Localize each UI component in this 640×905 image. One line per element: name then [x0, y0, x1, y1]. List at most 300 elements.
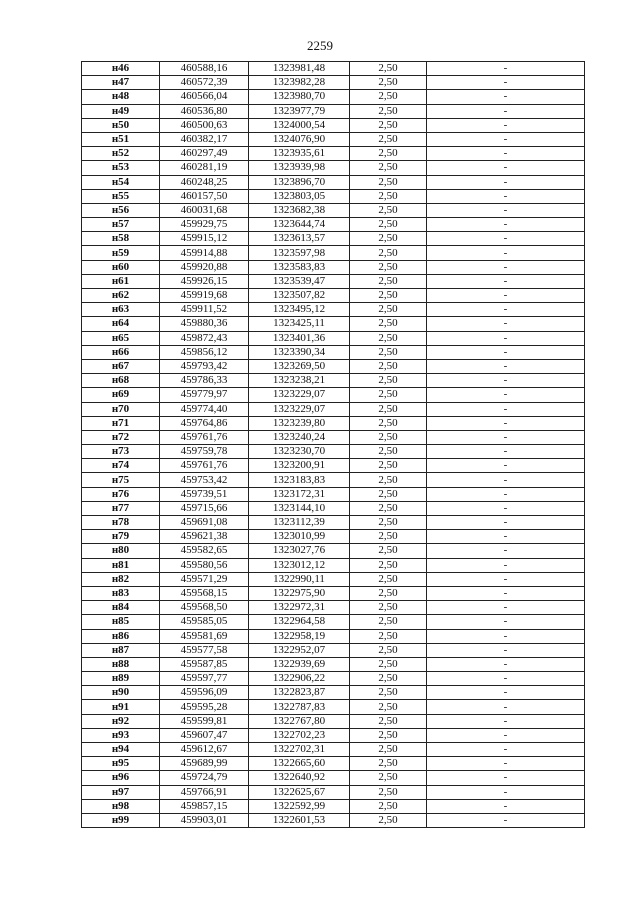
- accuracy-cell: 2,50: [350, 445, 427, 459]
- description-cell: -: [427, 771, 585, 785]
- description-cell: -: [427, 132, 585, 146]
- description-cell: -: [427, 317, 585, 331]
- point-name-cell: н94: [82, 743, 160, 757]
- y-coordinate-cell: 1322767,80: [249, 714, 350, 728]
- x-coordinate-cell: 459587,85: [160, 657, 249, 671]
- x-coordinate-cell: 459793,42: [160, 359, 249, 373]
- x-coordinate-cell: 459856,12: [160, 345, 249, 359]
- table-row: [82, 657, 585, 671]
- y-coordinate-cell: 1323539,47: [249, 274, 350, 288]
- x-coordinate-cell: 459759,78: [160, 445, 249, 459]
- point-name-cell: н57: [82, 218, 160, 232]
- description-cell: -: [427, 402, 585, 416]
- y-coordinate-cell: 1323425,11: [249, 317, 350, 331]
- point-name-cell: н71: [82, 416, 160, 430]
- table-row: [82, 799, 585, 813]
- description-cell: -: [427, 799, 585, 813]
- description-cell: -: [427, 572, 585, 586]
- y-coordinate-cell: 1323240,24: [249, 430, 350, 444]
- x-coordinate-cell: 459581,69: [160, 629, 249, 643]
- accuracy-cell: 2,50: [350, 501, 427, 515]
- table-row: [82, 544, 585, 558]
- point-name-cell: н50: [82, 118, 160, 132]
- y-coordinate-cell: 1323980,70: [249, 90, 350, 104]
- description-cell: -: [427, 175, 585, 189]
- x-coordinate-cell: 460588,16: [160, 62, 249, 76]
- table-row: [82, 203, 585, 217]
- accuracy-cell: 2,50: [350, 374, 427, 388]
- y-coordinate-cell: 1323238,21: [249, 374, 350, 388]
- x-coordinate-cell: 459571,29: [160, 572, 249, 586]
- description-cell: -: [427, 700, 585, 714]
- description-cell: -: [427, 657, 585, 671]
- y-coordinate-cell: 1323012,12: [249, 558, 350, 572]
- y-coordinate-cell: 1323597,98: [249, 246, 350, 260]
- page-number: 2259: [307, 38, 333, 53]
- point-name-cell: н89: [82, 672, 160, 686]
- accuracy-cell: 2,50: [350, 274, 427, 288]
- table-row: [82, 345, 585, 359]
- accuracy-cell: 2,50: [350, 629, 427, 643]
- x-coordinate-cell: 459689,99: [160, 757, 249, 771]
- description-cell: -: [427, 445, 585, 459]
- accuracy-cell: 2,50: [350, 232, 427, 246]
- table-row: [82, 558, 585, 572]
- x-coordinate-cell: 459595,28: [160, 700, 249, 714]
- x-coordinate-cell: 460572,39: [160, 76, 249, 90]
- table-row: [82, 232, 585, 246]
- y-coordinate-cell: 1323583,83: [249, 260, 350, 274]
- x-coordinate-cell: 459915,12: [160, 232, 249, 246]
- y-coordinate-cell: 1322640,92: [249, 771, 350, 785]
- point-name-cell: н56: [82, 203, 160, 217]
- coordinates-table-body: [82, 62, 585, 828]
- y-coordinate-cell: 1323507,82: [249, 289, 350, 303]
- accuracy-cell: 2,50: [350, 459, 427, 473]
- description-cell: -: [427, 501, 585, 515]
- description-cell: -: [427, 615, 585, 629]
- point-name-cell: н78: [82, 516, 160, 530]
- accuracy-cell: 2,50: [350, 303, 427, 317]
- x-coordinate-cell: 460382,17: [160, 132, 249, 146]
- y-coordinate-cell: 1322625,67: [249, 785, 350, 799]
- table-row: [82, 586, 585, 600]
- accuracy-cell: 2,50: [350, 203, 427, 217]
- point-name-cell: н83: [82, 586, 160, 600]
- x-coordinate-cell: 459911,52: [160, 303, 249, 317]
- accuracy-cell: 2,50: [350, 76, 427, 90]
- description-cell: -: [427, 218, 585, 232]
- accuracy-cell: 2,50: [350, 714, 427, 728]
- description-cell: -: [427, 359, 585, 373]
- description-cell: -: [427, 686, 585, 700]
- point-name-cell: н90: [82, 686, 160, 700]
- point-name-cell: н47: [82, 76, 160, 90]
- table-row: [82, 728, 585, 742]
- y-coordinate-cell: 1323027,76: [249, 544, 350, 558]
- point-name-cell: н85: [82, 615, 160, 629]
- accuracy-cell: 2,50: [350, 402, 427, 416]
- point-name-cell: н87: [82, 643, 160, 657]
- accuracy-cell: 2,50: [350, 558, 427, 572]
- x-coordinate-cell: 459903,01: [160, 813, 249, 827]
- accuracy-cell: 2,50: [350, 260, 427, 274]
- y-coordinate-cell: 1323269,50: [249, 359, 350, 373]
- x-coordinate-cell: 459597,77: [160, 672, 249, 686]
- x-coordinate-cell: 459715,66: [160, 501, 249, 515]
- description-cell: -: [427, 345, 585, 359]
- accuracy-cell: 2,50: [350, 161, 427, 175]
- x-coordinate-cell: 459596,09: [160, 686, 249, 700]
- y-coordinate-cell: 1322702,31: [249, 743, 350, 757]
- x-coordinate-cell: 459582,65: [160, 544, 249, 558]
- accuracy-cell: 2,50: [350, 799, 427, 813]
- table-row: [82, 132, 585, 146]
- table-row: [82, 62, 585, 76]
- table-row: [82, 161, 585, 175]
- accuracy-cell: 2,50: [350, 175, 427, 189]
- description-cell: -: [427, 203, 585, 217]
- accuracy-cell: 2,50: [350, 657, 427, 671]
- y-coordinate-cell: 1323939,98: [249, 161, 350, 175]
- x-coordinate-cell: 459914,88: [160, 246, 249, 260]
- description-cell: -: [427, 530, 585, 544]
- y-coordinate-cell: 1322990,11: [249, 572, 350, 586]
- table-row: [82, 374, 585, 388]
- point-name-cell: н77: [82, 501, 160, 515]
- y-coordinate-cell: 1322958,19: [249, 629, 350, 643]
- point-name-cell: н91: [82, 700, 160, 714]
- table-row: [82, 700, 585, 714]
- y-coordinate-cell: 1323682,38: [249, 203, 350, 217]
- description-cell: -: [427, 629, 585, 643]
- description-cell: -: [427, 374, 585, 388]
- accuracy-cell: 2,50: [350, 246, 427, 260]
- table-row: [82, 317, 585, 331]
- y-coordinate-cell: 1323644,74: [249, 218, 350, 232]
- table-row: [82, 388, 585, 402]
- point-name-cell: н74: [82, 459, 160, 473]
- table-row: [82, 104, 585, 118]
- y-coordinate-cell: 1322939,69: [249, 657, 350, 671]
- description-cell: -: [427, 601, 585, 615]
- x-coordinate-cell: 459857,15: [160, 799, 249, 813]
- y-coordinate-cell: 1323010,99: [249, 530, 350, 544]
- x-coordinate-cell: 459761,76: [160, 430, 249, 444]
- accuracy-cell: 2,50: [350, 586, 427, 600]
- y-coordinate-cell: 1323935,61: [249, 147, 350, 161]
- table-row: [82, 76, 585, 90]
- point-name-cell: н59: [82, 246, 160, 260]
- y-coordinate-cell: 1322592,99: [249, 799, 350, 813]
- table-row: [82, 530, 585, 544]
- table-row: [82, 487, 585, 501]
- point-name-cell: н96: [82, 771, 160, 785]
- table-row: [82, 246, 585, 260]
- point-name-cell: н93: [82, 728, 160, 742]
- description-cell: -: [427, 147, 585, 161]
- point-name-cell: н88: [82, 657, 160, 671]
- accuracy-cell: 2,50: [350, 345, 427, 359]
- point-name-cell: н79: [82, 530, 160, 544]
- description-cell: -: [427, 118, 585, 132]
- point-name-cell: н80: [82, 544, 160, 558]
- y-coordinate-cell: 1323495,12: [249, 303, 350, 317]
- accuracy-cell: 2,50: [350, 388, 427, 402]
- accuracy-cell: 2,50: [350, 785, 427, 799]
- description-cell: -: [427, 388, 585, 402]
- x-coordinate-cell: 459607,47: [160, 728, 249, 742]
- accuracy-cell: 2,50: [350, 771, 427, 785]
- point-name-cell: н67: [82, 359, 160, 373]
- description-cell: -: [427, 274, 585, 288]
- table-row: [82, 686, 585, 700]
- accuracy-cell: 2,50: [350, 62, 427, 76]
- point-name-cell: н60: [82, 260, 160, 274]
- table-row: [82, 629, 585, 643]
- description-cell: -: [427, 430, 585, 444]
- accuracy-cell: 2,50: [350, 416, 427, 430]
- x-coordinate-cell: 459599,81: [160, 714, 249, 728]
- description-cell: -: [427, 728, 585, 742]
- point-name-cell: н97: [82, 785, 160, 799]
- x-coordinate-cell: 459920,88: [160, 260, 249, 274]
- description-cell: -: [427, 558, 585, 572]
- accuracy-cell: 2,50: [350, 743, 427, 757]
- table-row: [82, 416, 585, 430]
- table-row: [82, 785, 585, 799]
- x-coordinate-cell: 459872,43: [160, 331, 249, 345]
- y-coordinate-cell: 1322665,60: [249, 757, 350, 771]
- description-cell: -: [427, 544, 585, 558]
- point-name-cell: н99: [82, 813, 160, 827]
- table-row: [82, 672, 585, 686]
- y-coordinate-cell: 1322702,23: [249, 728, 350, 742]
- accuracy-cell: 2,50: [350, 601, 427, 615]
- point-name-cell: н58: [82, 232, 160, 246]
- y-coordinate-cell: 1323401,36: [249, 331, 350, 345]
- y-coordinate-cell: 1323982,28: [249, 76, 350, 90]
- table-row: [82, 601, 585, 615]
- description-cell: -: [427, 714, 585, 728]
- y-coordinate-cell: 1322972,31: [249, 601, 350, 615]
- point-name-cell: н66: [82, 345, 160, 359]
- x-coordinate-cell: 459753,42: [160, 473, 249, 487]
- point-name-cell: н62: [82, 289, 160, 303]
- point-name-cell: н86: [82, 629, 160, 643]
- accuracy-cell: 2,50: [350, 757, 427, 771]
- point-name-cell: н49: [82, 104, 160, 118]
- description-cell: -: [427, 76, 585, 90]
- point-name-cell: н51: [82, 132, 160, 146]
- description-cell: -: [427, 90, 585, 104]
- y-coordinate-cell: 1323229,07: [249, 388, 350, 402]
- x-coordinate-cell: 459779,97: [160, 388, 249, 402]
- description-cell: -: [427, 672, 585, 686]
- x-coordinate-cell: 459580,56: [160, 558, 249, 572]
- y-coordinate-cell: 1323239,80: [249, 416, 350, 430]
- x-coordinate-cell: 459585,05: [160, 615, 249, 629]
- x-coordinate-cell: 460500,63: [160, 118, 249, 132]
- description-cell: -: [427, 516, 585, 530]
- point-name-cell: н72: [82, 430, 160, 444]
- table-row: [82, 175, 585, 189]
- x-coordinate-cell: 459724,79: [160, 771, 249, 785]
- y-coordinate-cell: 1322952,07: [249, 643, 350, 657]
- y-coordinate-cell: 1322601,53: [249, 813, 350, 827]
- y-coordinate-cell: 1324076,90: [249, 132, 350, 146]
- accuracy-cell: 2,50: [350, 487, 427, 501]
- description-cell: -: [427, 232, 585, 246]
- accuracy-cell: 2,50: [350, 643, 427, 657]
- table-row: [82, 289, 585, 303]
- y-coordinate-cell: 1322906,22: [249, 672, 350, 686]
- point-name-cell: н55: [82, 189, 160, 203]
- accuracy-cell: 2,50: [350, 104, 427, 118]
- point-name-cell: н95: [82, 757, 160, 771]
- accuracy-cell: 2,50: [350, 544, 427, 558]
- x-coordinate-cell: 459577,58: [160, 643, 249, 657]
- table-row: [82, 331, 585, 345]
- table-row: [82, 757, 585, 771]
- description-cell: -: [427, 260, 585, 274]
- accuracy-cell: 2,50: [350, 516, 427, 530]
- description-cell: -: [427, 331, 585, 345]
- table-row: [82, 189, 585, 203]
- description-cell: -: [427, 785, 585, 799]
- point-name-cell: н61: [82, 274, 160, 288]
- accuracy-cell: 2,50: [350, 728, 427, 742]
- accuracy-cell: 2,50: [350, 189, 427, 203]
- table-row: [82, 90, 585, 104]
- y-coordinate-cell: 1323981,48: [249, 62, 350, 76]
- description-cell: -: [427, 104, 585, 118]
- point-name-cell: н75: [82, 473, 160, 487]
- accuracy-cell: 2,50: [350, 473, 427, 487]
- x-coordinate-cell: 460281,19: [160, 161, 249, 175]
- y-coordinate-cell: 1323172,31: [249, 487, 350, 501]
- x-coordinate-cell: 460157,50: [160, 189, 249, 203]
- table-row: [82, 771, 585, 785]
- table-row: [82, 445, 585, 459]
- description-cell: -: [427, 586, 585, 600]
- table-row: [82, 260, 585, 274]
- description-cell: -: [427, 743, 585, 757]
- x-coordinate-cell: 459919,68: [160, 289, 249, 303]
- table-row: [82, 813, 585, 827]
- accuracy-cell: 2,50: [350, 218, 427, 232]
- point-name-cell: н54: [82, 175, 160, 189]
- table-row: [82, 303, 585, 317]
- y-coordinate-cell: 1323112,39: [249, 516, 350, 530]
- x-coordinate-cell: 459786,33: [160, 374, 249, 388]
- accuracy-cell: 2,50: [350, 530, 427, 544]
- point-name-cell: н64: [82, 317, 160, 331]
- accuracy-cell: 2,50: [350, 813, 427, 827]
- table-row: [82, 118, 585, 132]
- accuracy-cell: 2,50: [350, 331, 427, 345]
- description-cell: -: [427, 289, 585, 303]
- point-name-cell: н46: [82, 62, 160, 76]
- accuracy-cell: 2,50: [350, 700, 427, 714]
- table-row: [82, 402, 585, 416]
- y-coordinate-cell: 1323896,70: [249, 175, 350, 189]
- x-coordinate-cell: 459568,15: [160, 586, 249, 600]
- description-cell: -: [427, 813, 585, 827]
- description-cell: -: [427, 246, 585, 260]
- x-coordinate-cell: 459929,75: [160, 218, 249, 232]
- table-row: [82, 516, 585, 530]
- table-row: [82, 218, 585, 232]
- y-coordinate-cell: 1323230,70: [249, 445, 350, 459]
- point-name-cell: н48: [82, 90, 160, 104]
- point-name-cell: н69: [82, 388, 160, 402]
- accuracy-cell: 2,50: [350, 90, 427, 104]
- y-coordinate-cell: 1324000,54: [249, 118, 350, 132]
- y-coordinate-cell: 1323229,07: [249, 402, 350, 416]
- y-coordinate-cell: 1323144,10: [249, 501, 350, 515]
- x-coordinate-cell: 459766,91: [160, 785, 249, 799]
- point-name-cell: н73: [82, 445, 160, 459]
- coordinates-table: [81, 61, 585, 828]
- point-name-cell: н63: [82, 303, 160, 317]
- x-coordinate-cell: 460297,49: [160, 147, 249, 161]
- point-name-cell: н65: [82, 331, 160, 345]
- description-cell: -: [427, 416, 585, 430]
- accuracy-cell: 2,50: [350, 147, 427, 161]
- x-coordinate-cell: 459880,36: [160, 317, 249, 331]
- accuracy-cell: 2,50: [350, 132, 427, 146]
- y-coordinate-cell: 1323613,57: [249, 232, 350, 246]
- point-name-cell: н98: [82, 799, 160, 813]
- x-coordinate-cell: 459568,50: [160, 601, 249, 615]
- point-name-cell: н82: [82, 572, 160, 586]
- description-cell: -: [427, 487, 585, 501]
- x-coordinate-cell: 460248,25: [160, 175, 249, 189]
- x-coordinate-cell: 459761,76: [160, 459, 249, 473]
- x-coordinate-cell: 459926,15: [160, 274, 249, 288]
- description-cell: -: [427, 459, 585, 473]
- x-coordinate-cell: 460566,04: [160, 90, 249, 104]
- accuracy-cell: 2,50: [350, 430, 427, 444]
- accuracy-cell: 2,50: [350, 289, 427, 303]
- y-coordinate-cell: 1323803,05: [249, 189, 350, 203]
- description-cell: -: [427, 161, 585, 175]
- x-coordinate-cell: 460536,80: [160, 104, 249, 118]
- y-coordinate-cell: 1322975,90: [249, 586, 350, 600]
- description-cell: -: [427, 62, 585, 76]
- accuracy-cell: 2,50: [350, 672, 427, 686]
- x-coordinate-cell: 459612,67: [160, 743, 249, 757]
- point-name-cell: н84: [82, 601, 160, 615]
- description-cell: -: [427, 189, 585, 203]
- point-name-cell: н76: [82, 487, 160, 501]
- description-cell: -: [427, 303, 585, 317]
- point-name-cell: н70: [82, 402, 160, 416]
- accuracy-cell: 2,50: [350, 359, 427, 373]
- description-cell: -: [427, 473, 585, 487]
- description-cell: -: [427, 643, 585, 657]
- y-coordinate-cell: 1323200,91: [249, 459, 350, 473]
- point-name-cell: н52: [82, 147, 160, 161]
- table-row: [82, 501, 585, 515]
- point-name-cell: н92: [82, 714, 160, 728]
- accuracy-cell: 2,50: [350, 317, 427, 331]
- x-coordinate-cell: 459691,08: [160, 516, 249, 530]
- y-coordinate-cell: 1322964,58: [249, 615, 350, 629]
- x-coordinate-cell: 459621,38: [160, 530, 249, 544]
- point-name-cell: н68: [82, 374, 160, 388]
